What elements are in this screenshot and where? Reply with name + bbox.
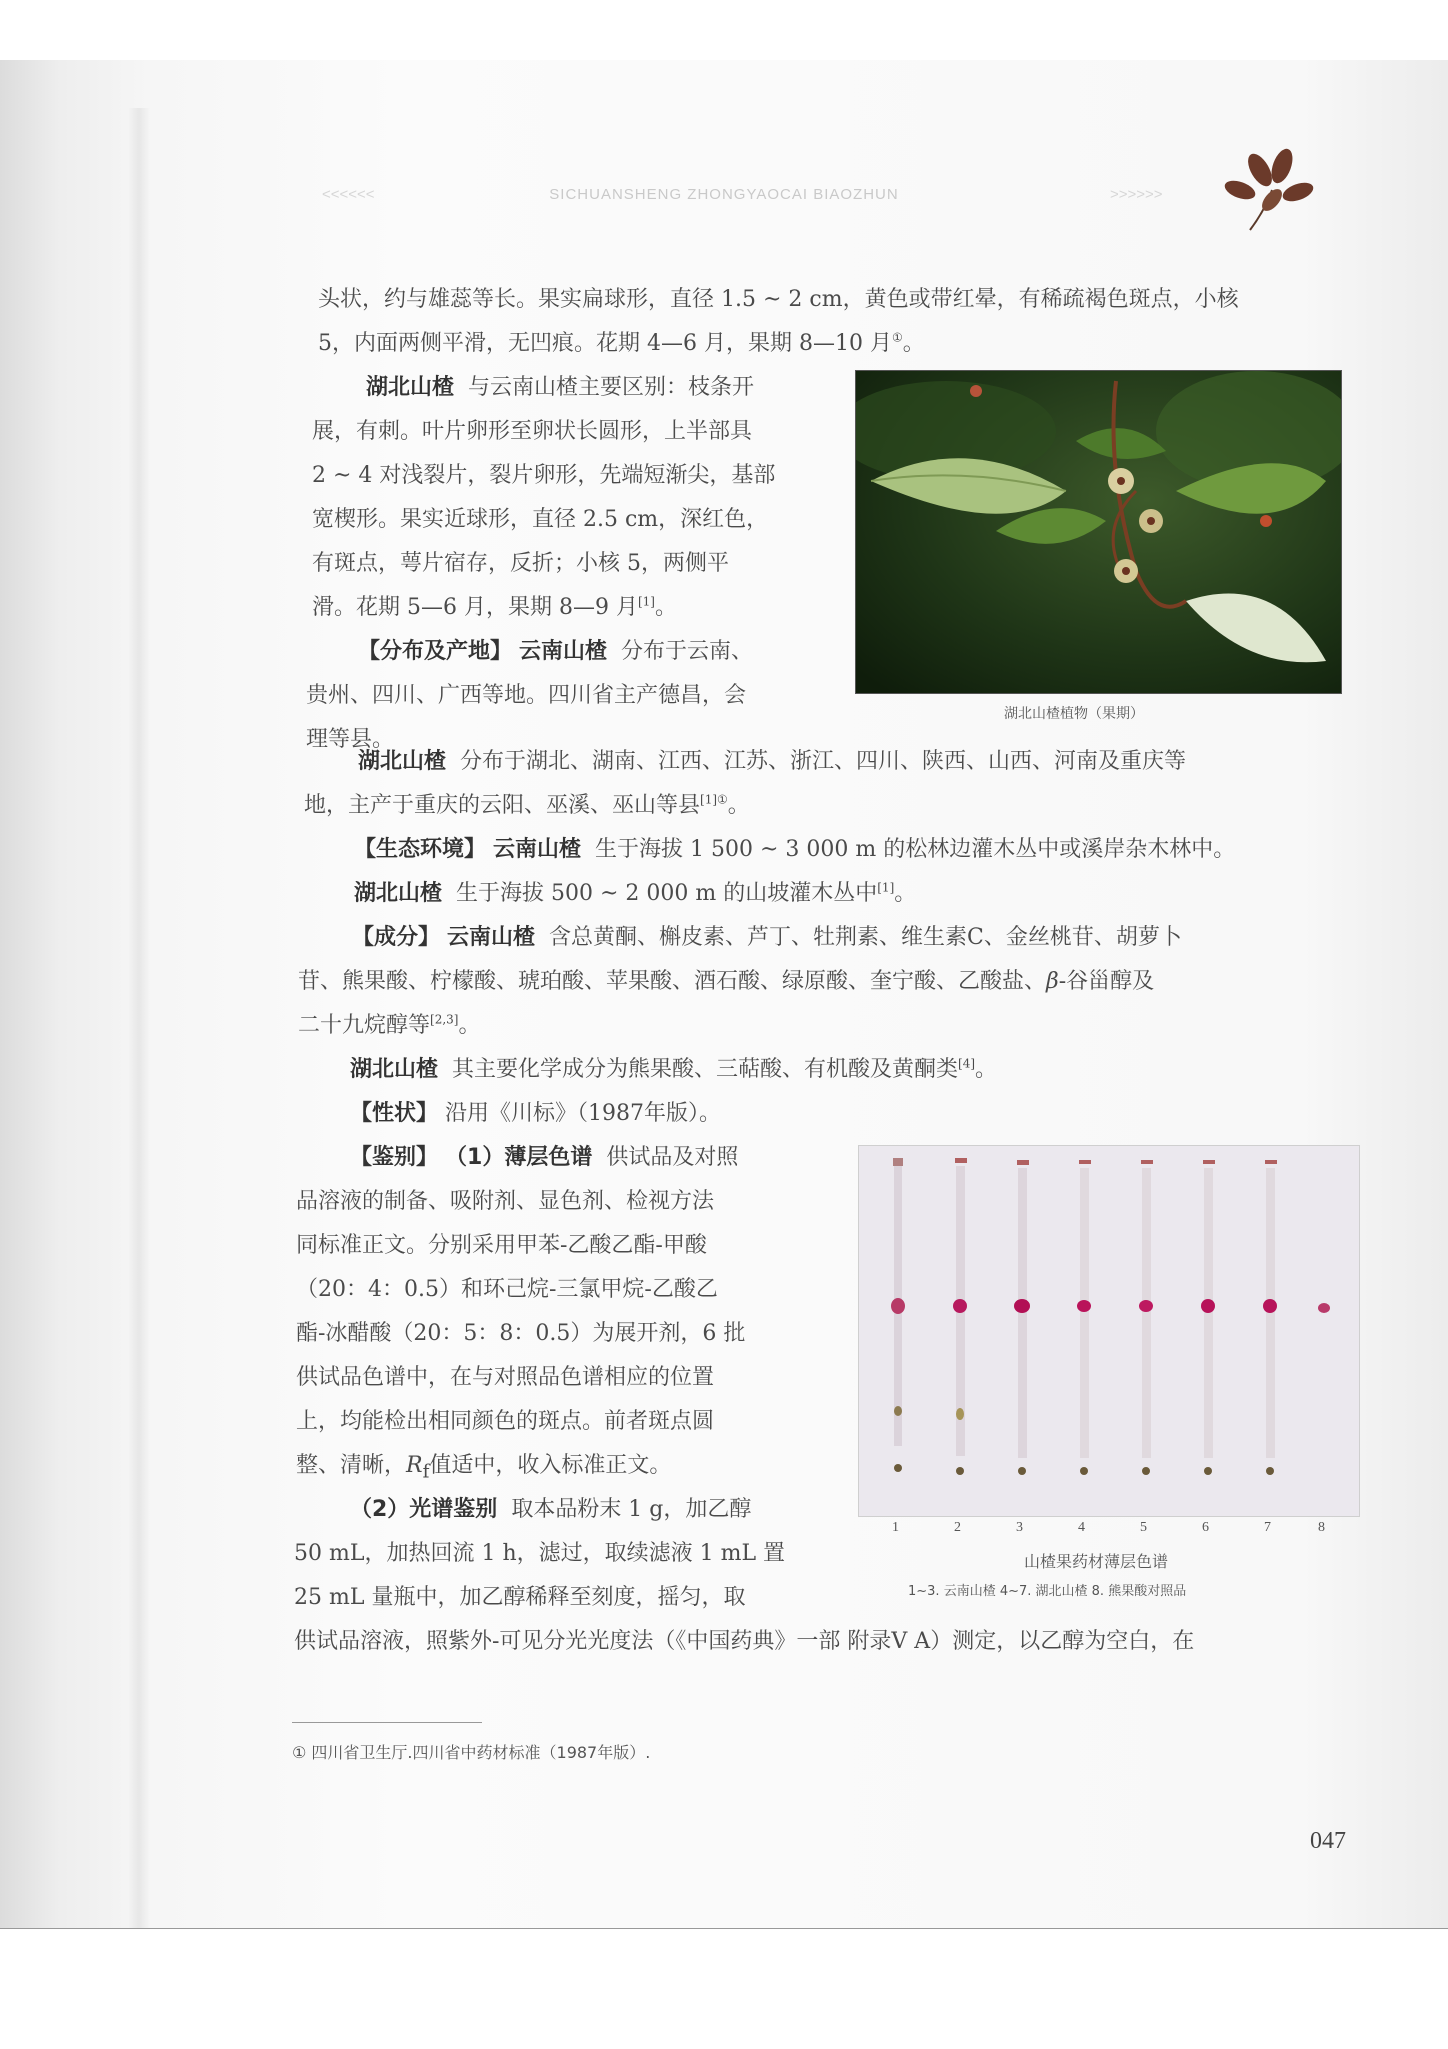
page-number: 047: [1310, 1828, 1346, 1854]
text-line: 50 mL，加热回流 1 h，滤过，取续滤液 1 mL 置: [294, 1541, 786, 1566]
rf-symbol: R: [406, 1453, 423, 1478]
text-span: 地，主产于重庆的云阳、巫溪、巫山等县: [304, 793, 701, 818]
lane-number: 2: [954, 1520, 961, 1535]
text-line: [354, 828, 1235, 872]
text-span: 生于海拔 500 ~ 2 000 m 的山坡灌木丛中: [456, 881, 878, 906]
text-line: [350, 1136, 738, 1180]
text-line: [350, 1488, 751, 1532]
species-label-hubei: 湖北山楂: [350, 1057, 439, 1082]
text-span: 值适中，收入标准正文。: [429, 1453, 672, 1478]
text-span: 整、清晰，: [296, 1453, 407, 1478]
section-heading-distribution: 【分布及产地】: [358, 639, 513, 664]
leaf-logo-icon: [1210, 140, 1320, 240]
hawthorn-plant-photo: [855, 370, 1342, 694]
text-line: 宽楔形。果实近球形，直径 2.5 cm，深红色，: [312, 507, 769, 532]
citation-ref: [4]: [958, 1056, 976, 1071]
footnote: ① 四川省卫生厅.四川省中药材标准（1987年版）.: [292, 1743, 651, 1762]
text-span: 其主要化学成分为熊果酸、三萜酸、有机酸及黄酮类: [452, 1057, 959, 1082]
text-span: 5，内面两侧平滑，无凹痕。花期 4—6 月，果期 8—10 月: [318, 331, 892, 356]
text-line: 供试品溶液，照紫外-可见分光光度法（《中国药典》一部 附录Ⅴ A）测定，以乙醇为空白，在: [294, 1629, 1195, 1654]
text-line: 有斑点，萼片宿存，反折；小核 5，两侧平: [312, 551, 729, 576]
photo-caption: 湖北山楂植物（果期）: [1004, 706, 1144, 722]
text-line: [318, 322, 925, 366]
text-line: 2 ~ 4 对浅裂片，裂片卵形，先端短渐尖，基部: [312, 463, 776, 488]
text-span: 与云南山楂主要区别：枝条开: [468, 375, 755, 400]
text-line: 展，有刺。叶片卵形至卵状长圆形，上半部具: [312, 419, 753, 444]
text-line: 酯-冰醋酸（20：5：8：0.5）为展开剂，6 批: [296, 1321, 746, 1346]
text-line: 贵州、四川、广西等地。四川省主产德昌，会: [306, 683, 747, 708]
lane-8: [1318, 1303, 1330, 1313]
text-span: 。: [975, 1057, 998, 1082]
text-span: 供试品及对照: [606, 1145, 739, 1170]
subheading-spectrum: （2）光谱鉴别: [350, 1497, 498, 1522]
text-span: 苷、熊果酸、柠檬酸、琥珀酸、苹果酸、酒石酸、绿原酸、奎宁酸、乙酸盐、: [298, 969, 1047, 994]
section-heading-constituents: 【成分】: [352, 925, 441, 950]
tlc-caption-title: 山楂果药材薄层色谱: [1024, 1552, 1169, 1571]
text-span: 取本品粉末 1 g，加乙醇: [511, 1497, 752, 1522]
text-line: 品溶液的制备、吸附剂、显色剂、检视方法: [296, 1189, 715, 1214]
text-span: 。: [894, 881, 917, 906]
lane-number: 8: [1318, 1520, 1325, 1535]
text-line: [354, 872, 916, 916]
text-span: 。: [727, 793, 750, 818]
text-line: [350, 1092, 721, 1136]
text-span: 。: [654, 595, 677, 620]
text-line: [350, 1048, 997, 1092]
species-label-yunnan: 云南山楂: [493, 837, 582, 862]
text-line: 上，均能检出相同颜色的斑点。前者斑点圆: [296, 1409, 715, 1434]
text-span: 含总黄酮、槲皮素、芦丁、牡荆素、维生素C、金丝桃苷、胡萝卜: [549, 925, 1182, 950]
text-line: 理等县。: [306, 727, 395, 752]
footnote-ref: ①: [891, 330, 903, 345]
text-span: 。: [902, 331, 925, 356]
citation-ref: [1]: [637, 594, 655, 609]
citation-ref: [2,3]: [430, 1012, 459, 1027]
beta-symbol: β: [1046, 969, 1059, 994]
text-line: [312, 586, 677, 630]
lane-number: 6: [1202, 1520, 1209, 1535]
text-line: [358, 630, 753, 674]
tlc-caption-legend: 1~3. 云南山楂 4~7. 湖北山楂 8. 熊果酸对照品: [908, 1584, 1187, 1599]
text-line: [298, 960, 1154, 1004]
text-line: [298, 1004, 480, 1048]
text-line: [358, 740, 1186, 784]
section-heading-identification: 【鉴别】: [350, 1145, 439, 1170]
text-line: 25 mL 量瓶中，加乙醇稀释至刻度，摇匀，取: [294, 1585, 746, 1610]
tlc-chromatogram: [858, 1145, 1360, 1517]
text-span: -谷甾醇及: [1058, 969, 1155, 994]
running-header: SICHUANSHENG ZHONGYAOCAI BIAOZHUN: [549, 186, 899, 203]
text-line: [366, 366, 754, 410]
text-line: 头状，约与雄蕊等长。果实扁球形，直径 1.5 ~ 2 cm，黄色或带红晕，有稀疏褐色斑点，小核: [318, 287, 1239, 312]
text-line: [352, 916, 1182, 960]
text-span: 分布于湖北、湖南、江西、江苏、浙江、四川、陕西、山西、河南及重庆等: [460, 749, 1187, 774]
rf-subscript: f: [422, 1461, 430, 1483]
species-label-hubei: 湖北山楂: [354, 881, 443, 906]
footnote-rule: [292, 1722, 482, 1723]
lane-number: 1: [892, 1520, 899, 1535]
citation-ref: [1]: [877, 880, 895, 895]
header-arrows-left: <<<<<<: [322, 186, 375, 203]
text-line: [304, 784, 750, 828]
text-line: 供试品色谱中，在与对照品色谱相应的位置: [296, 1365, 715, 1390]
text-span: 生于海拔 1 500 ~ 3 000 m 的松林边灌木丛中或溪岸杂木林中。: [595, 837, 1236, 862]
text-line: （20：4：0.5）和环己烷-三氯甲烷-乙酸乙: [296, 1277, 718, 1302]
header-arrows-right: >>>>>>: [1110, 186, 1163, 203]
scan-margin: [0, 1928, 1448, 2049]
text-span: 二十九烷醇等: [298, 1013, 431, 1038]
species-label-yunnan: 云南山楂: [519, 639, 608, 664]
lane-number: 3: [1016, 1520, 1023, 1535]
text-line: 同标准正文。分别采用甲苯-乙酸乙酯-甲酸: [296, 1233, 707, 1258]
species-label-hubei: 湖北山楂: [366, 375, 455, 400]
species-label-hubei: 湖北山楂: [358, 749, 447, 774]
page-fold-shadow: [128, 108, 150, 1928]
text-span: 。: [458, 1013, 481, 1038]
section-heading-ecology: 【生态环境】: [354, 837, 487, 862]
subheading-tlc: （1）薄层色谱: [445, 1145, 593, 1170]
section-heading-character: 【性状】: [350, 1101, 439, 1126]
species-label-yunnan: 云南山楂: [447, 925, 536, 950]
lane-number: 5: [1140, 1520, 1147, 1535]
citation-ref: [1]①: [700, 792, 728, 807]
lane-number: 7: [1264, 1520, 1271, 1535]
text-span: 分布于云南、: [621, 639, 754, 664]
lane-number: 4: [1078, 1520, 1085, 1535]
text-line: [296, 1444, 671, 1494]
text-span: 沿用《川标》（1987年版）。: [445, 1101, 722, 1126]
text-span: 滑。花期 5—6 月，果期 8—9 月: [312, 595, 638, 620]
